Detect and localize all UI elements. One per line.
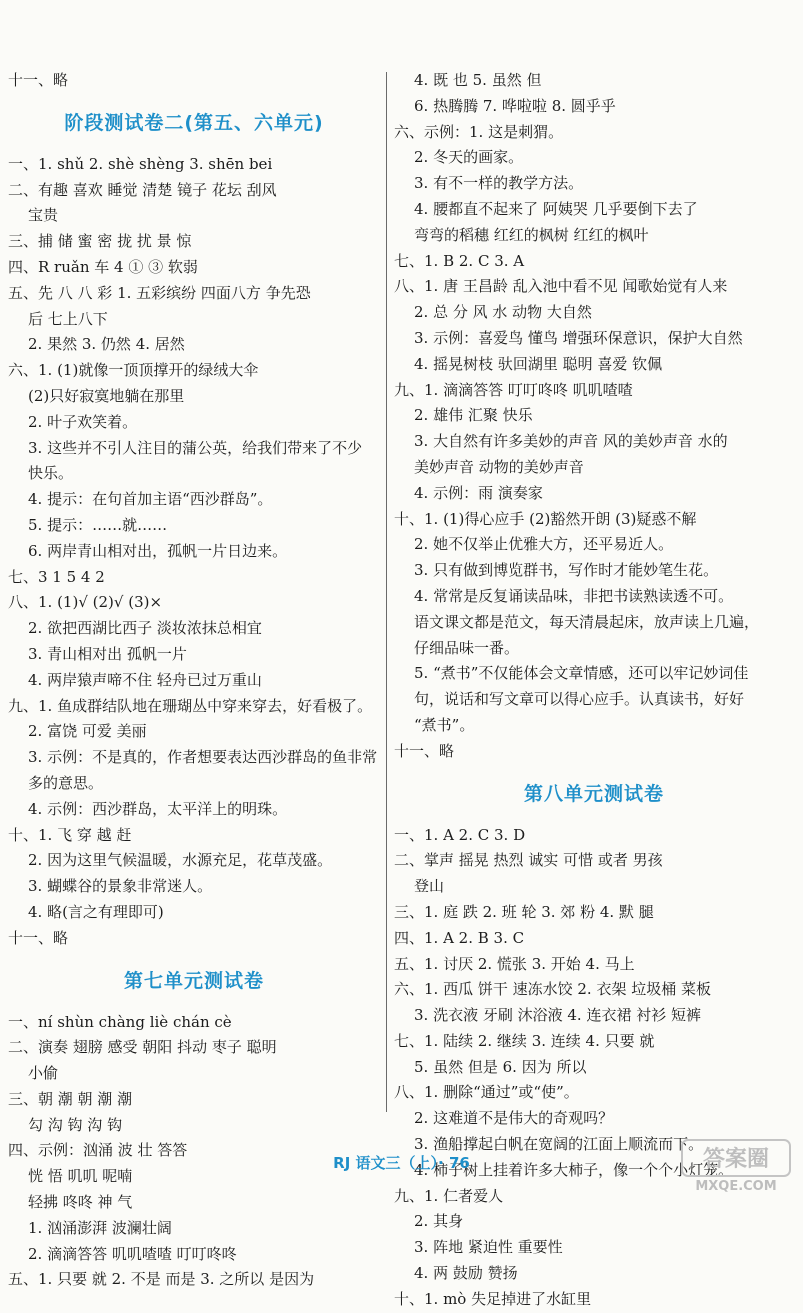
- answer-line: 2. 叶子欢笑着。: [28, 412, 138, 431]
- answer-line: 四、R ruǎn 车 4 ① ③ 软弱: [8, 257, 198, 276]
- answer-line: 十一、略: [394, 741, 455, 760]
- answer-line: 4. 常常是反复诵读品味，非把书读熟读透不可。: [414, 586, 734, 605]
- answer-line: 4. 提示：在句首加主语“西沙群岛”。: [28, 490, 273, 509]
- answer-line: 四、示例：汹涌 波 壮 答答: [8, 1141, 188, 1160]
- answer-line: 2. 因为这里气候温暖，水源充足，花草茂盛。: [28, 851, 333, 870]
- answer-line: 2. 富饶 可爱 美丽: [28, 722, 147, 741]
- answer-line: 六、1. 西瓜 饼干 速冻水饺 2. 衣架 垃圾桶 菜板: [394, 980, 712, 999]
- answer-line: 3. 示例：不是真的，作者想要表达西沙群岛的鱼非常: [28, 748, 378, 767]
- answer-line: 八、1. 唐 王昌龄 乱入池中看不见 闻歌始觉有人来: [394, 277, 728, 296]
- answer-line: 五、1. 只要 就 2. 不是 而是 3. 之所以 是因为: [8, 1270, 315, 1289]
- answer-line: 多的意思。: [28, 773, 104, 792]
- answer-line: 3. 洗衣液 牙刷 沐浴液 4. 连衣裙 衬衫 短裤: [414, 1006, 702, 1025]
- answer-line: 十一、略: [8, 71, 69, 89]
- answer-line: 6. 热腾腾 7. 哗啦啦 8. 圆乎乎: [414, 96, 616, 115]
- answer-line: 4. 两 鼓励 赞扬: [414, 1264, 518, 1283]
- answer-line: 6. 两岸青山相对出，孤帆一片日边来。: [28, 541, 288, 560]
- right-column: [394, 68, 794, 1313]
- answer-line: 4. 摇晃树枝 驮回湖里 聪明 喜爱 钦佩: [414, 354, 663, 373]
- watermark-logo: [676, 1136, 796, 1194]
- answer-line: 2. 雄伟 汇聚 快乐: [414, 406, 533, 425]
- answer-line: 5. 提示：……就……: [28, 515, 168, 534]
- answer-line: 弯弯的稻穗 红红的枫树 红红的枫叶: [414, 225, 649, 244]
- answer-line: 2. 果然 3. 仍然 4. 居然: [28, 335, 185, 354]
- answer-line: 2. 其身: [414, 1212, 464, 1231]
- section-title: 第七单元测试卷: [123, 969, 264, 992]
- answer-line: 4. 两岸猿声啼不住 轻舟已过万重山: [28, 670, 262, 689]
- watermark-text-top: 答案圈: [702, 1147, 770, 1172]
- answer-line: 4. 腰都直不起来了 阿姨哭 几乎要倒下去了: [414, 199, 698, 218]
- answer-line: 二、有趣 喜欢 睡觉 清楚 镜子 花坛 刮风: [8, 180, 277, 199]
- answer-line: 九、1. 仁者爱人: [394, 1186, 504, 1205]
- answer-line: 十、1. mò 失足掉进了水缸里: [394, 1289, 592, 1308]
- answer-line: 后 七上八下: [28, 309, 108, 328]
- answer-line: 六、示例：1. 这是刺猬。: [394, 122, 564, 141]
- answer-line: 三、1. 庭 跌 2. 班 轮 3. 郊 粉 4. 默 腿: [394, 902, 654, 921]
- answer-line: 2. 冬天的画家。: [414, 148, 524, 167]
- answer-line: 十、1. 飞 穿 越 赶: [8, 825, 132, 844]
- answer-line: 二、演奏 翅膀 感受 朝阳 抖动 枣子 聪明: [8, 1038, 277, 1057]
- answer-line: 宝贵: [28, 206, 59, 225]
- answer-line: 一、ní shùn chàng liè chán cè: [8, 1012, 232, 1031]
- answer-line: 5. 虽然 但是 6. 因为 所以: [414, 1057, 587, 1076]
- answer-line: 句，说话和写文章可以得心应手。认真读书，好好: [414, 690, 745, 709]
- answer-line: 4. 柿子树上挂着许多大柿子，像一个个小灯笼。: [414, 1160, 734, 1179]
- answer-line: 2. 滴滴答答 叽叽喳喳 叮叮咚咚: [28, 1244, 237, 1263]
- answer-line: 3. 有不一样的教学方法。: [414, 174, 584, 193]
- section-title: 阶段测试卷二(第五、六单元): [64, 111, 324, 134]
- answer-line: 三、朝 潮 朝 潮 潮: [8, 1089, 133, 1108]
- answer-line: 恍 悟 叽叽 呢喃: [28, 1167, 133, 1186]
- answer-line: 3. 蝴蝶谷的景象非常迷人。: [28, 877, 213, 896]
- answer-line: 3. 阵地 紧迫性 重要性: [414, 1238, 563, 1257]
- answer-line: 轻拂 咚咚 神 气: [28, 1193, 133, 1212]
- answer-line: 登山: [414, 877, 445, 896]
- answer-line: 3. 青山相对出 孤帆一片: [28, 644, 187, 663]
- answer-line: 2. 欲把西湖比西子 淡妆浓抹总相宜: [28, 619, 262, 638]
- left-column: [8, 68, 380, 1293]
- answer-line: 七、3 1 5 4 2: [8, 567, 105, 586]
- answer-line: 3. 大自然有许多美妙的声音 风的美妙声音 水的: [414, 432, 728, 451]
- column-divider: [386, 72, 387, 1112]
- answer-line: (2)只好寂寞地躺在那里: [28, 386, 185, 405]
- answer-line: 4. 示例：西沙群岛，太平洋上的明珠。: [28, 799, 288, 818]
- answer-line: 2. 总 分 风 水 动物 大自然: [414, 303, 592, 322]
- answer-line: 5. “煮书”不仅能体会文章情感，还可以牢记妙词佳: [414, 664, 749, 683]
- answer-line: 六、1. (1)就像一顶顶撑开的绿绒大伞: [8, 361, 259, 380]
- answer-line: 4. 示例：雨 演奏家: [414, 483, 543, 502]
- answer-line: 3. 这些并不引人注目的蒲公英，给我们带来了不少: [28, 438, 363, 457]
- answer-line: 3. 只有做到博览群书，写作时才能妙笔生花。: [414, 561, 719, 580]
- answer-line: 2. 她不仅举止优雅大方，还平易近人。: [414, 535, 674, 554]
- answer-line: 勾 沟 钩 沟 钩: [28, 1115, 123, 1134]
- answer-line: 八、1. (1)√ (2)√ (3)×: [8, 593, 163, 612]
- answer-line: “煮书”。: [414, 715, 475, 734]
- answer-line: 七、1. 陆续 2. 继续 3. 连续 4. 只要 就: [394, 1031, 655, 1050]
- answer-line: 三、捕 储 蜜 密 拢 扰 景 惊: [8, 232, 192, 251]
- answer-line: 四、1. A 2. B 3. C: [394, 928, 525, 947]
- answer-line: 九、1. 滴滴答答 叮叮咚咚 叽叽喳喳: [394, 380, 633, 399]
- answer-line: 七、1. B 2. C 3. A: [394, 251, 525, 270]
- answer-line: 4. 既 也 5. 虽然 但: [414, 71, 542, 89]
- answer-line: 五、1. 讨厌 2. 慌张 3. 开始 4. 马上: [394, 954, 635, 973]
- answer-line: 3. 渔船撑起白帆在宽阔的江面上顺流而下。: [414, 1135, 704, 1154]
- watermark-text-bottom: MXQE.COM: [695, 1179, 777, 1194]
- answer-line: 九、1. 鱼成群结队地在珊瑚丛中穿来穿去，好看极了。: [8, 696, 373, 715]
- answer-line: 一、1. shǔ 2. shè shèng 3. shēn bei: [8, 154, 273, 173]
- answer-line: 3. 示例：喜爱鸟 懂鸟 增强环保意识，保护大自然: [414, 328, 743, 347]
- answer-line: 十一、略: [8, 928, 69, 947]
- answer-line: 二、掌声 摇晃 热烈 诚实 可惜 或者 男孩: [394, 851, 663, 870]
- answer-line: 语文课文都是范文，每天清晨起床，放声读上几遍，: [414, 612, 760, 631]
- section-title: 第八单元测试卷: [523, 782, 664, 805]
- answer-line: 一、1. A 2. C 3. D: [394, 825, 526, 844]
- answer-line: 美妙声音 动物的美妙声音: [414, 457, 584, 476]
- answer-line: 2. 这难道不是伟大的奇观吗？: [414, 1109, 614, 1128]
- answer-line: 快乐。: [28, 464, 74, 483]
- answer-line: 4. 略(言之有理即可): [28, 902, 164, 921]
- answer-line: 1. 汹涌澎湃 波澜壮阔: [28, 1218, 172, 1237]
- answer-line: 小偷: [28, 1064, 59, 1083]
- answer-line: 仔细品味一番。: [414, 638, 520, 657]
- page-footer: RJ 语文三（上）· 76: [333, 1154, 470, 1172]
- answer-line: 八、1. 删除“通过”或“使”。: [394, 1083, 579, 1102]
- answer-line: 十、1. (1)得心应手 (2)豁然开朗 (3)疑惑不解: [394, 509, 697, 528]
- answer-line: 五、先 八 八 彩 1. 五彩缤纷 四面八方 争先恐: [8, 283, 311, 302]
